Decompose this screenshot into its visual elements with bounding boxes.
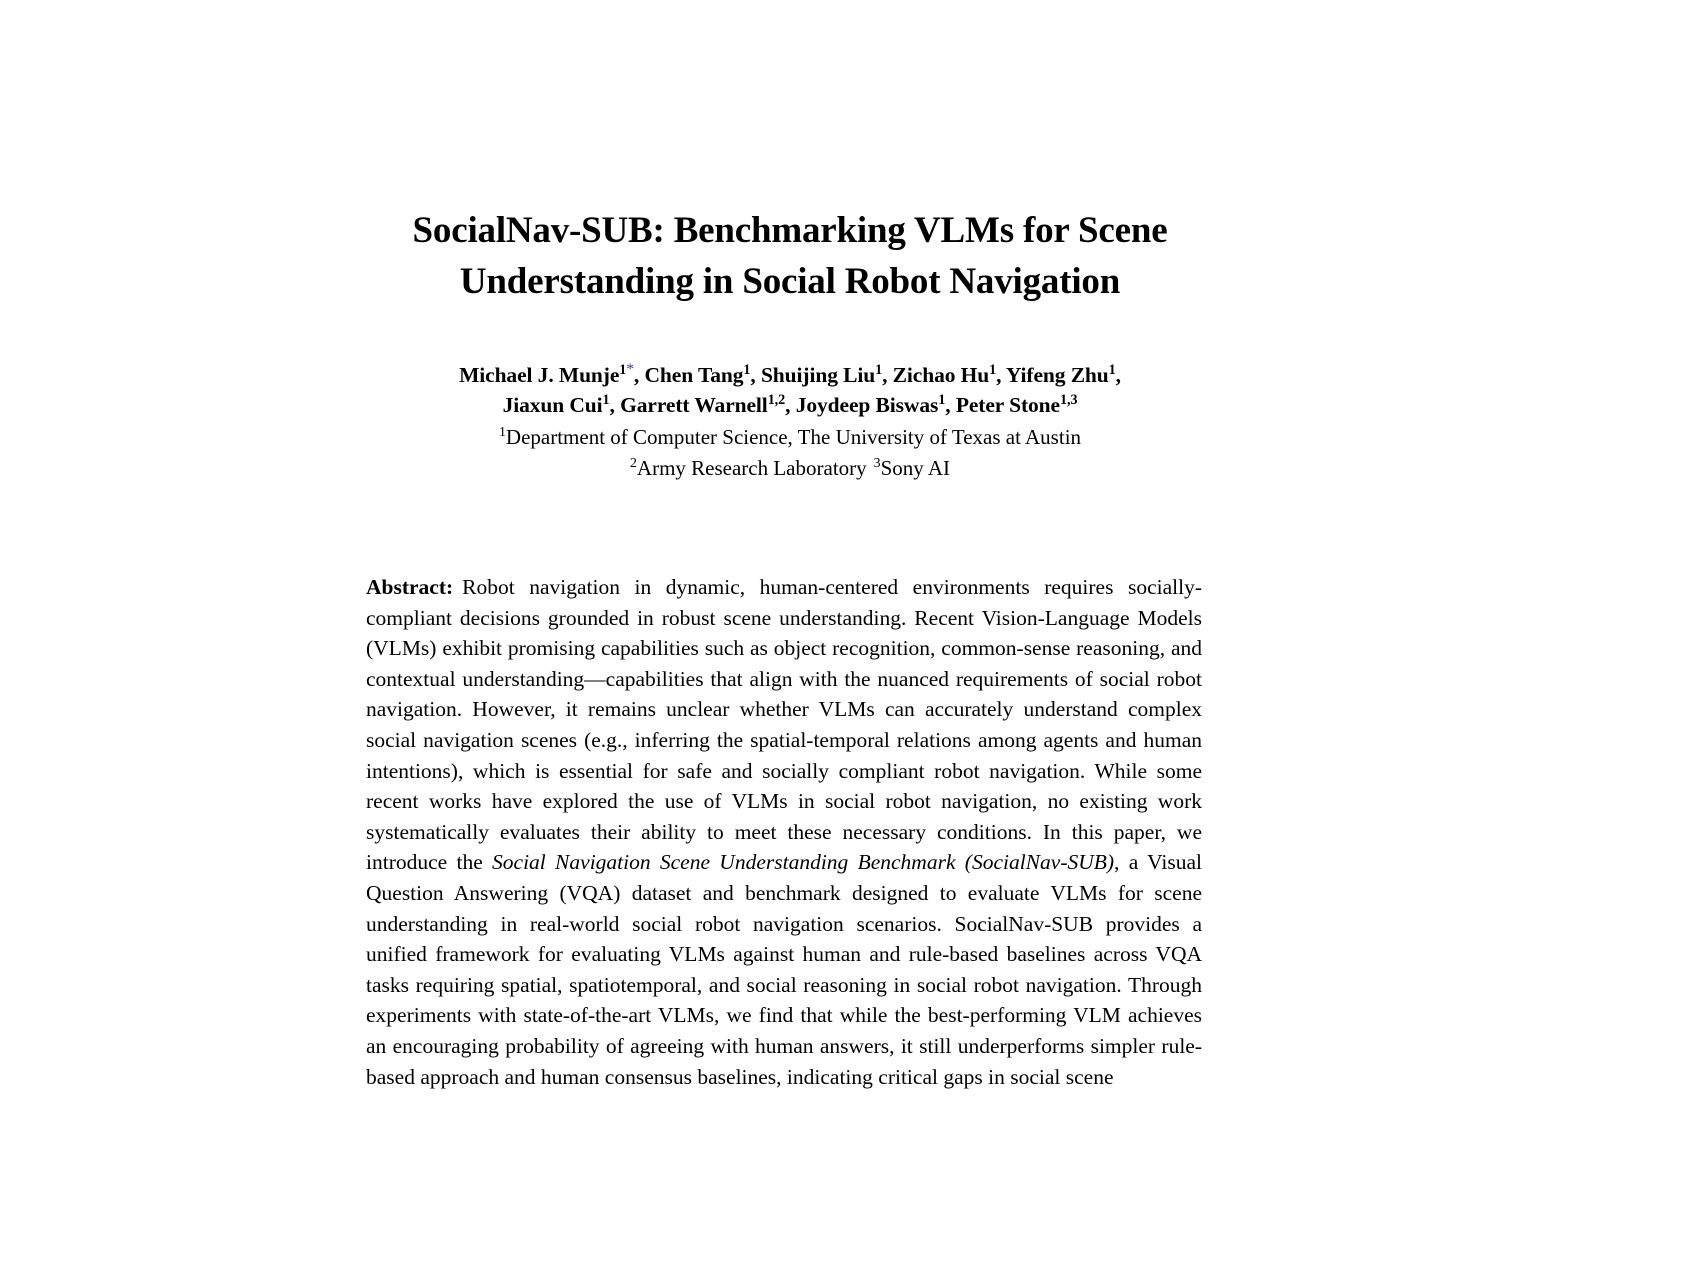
author-line-1: Michael J. Munje$^{1*}$, Chen Tang$^1$, Shuijing Liu$^1$, Zichao Hu$^1$, Yifeng Zhu$^1$,: [459, 360, 1121, 387]
author-affil-marker: 1,3: [1060, 391, 1078, 408]
author-affil-marker: 1: [989, 361, 997, 378]
author-affil-marker: 1: [743, 361, 751, 378]
affiliation-marker: 1: [498, 424, 506, 439]
author-affil-marker: 1: [602, 391, 610, 408]
authors-block: [310, 360, 1270, 420]
author-line-2: Jiaxun Cui$^1$, Garrett Warnell$^{1,2}$, Joydeep Biswas$^1$, Peter Stone$^{1,3}$: [502, 391, 1078, 417]
affiliation-marker: 3: [873, 455, 881, 470]
author-name: Garrett Warnell: [620, 393, 768, 417]
affiliation-line-2: [310, 453, 1270, 484]
author-affil-marker: 1: [938, 391, 946, 408]
author-name: Zichao Hu: [892, 363, 990, 387]
affiliation-line-1: [310, 422, 1270, 453]
paper-title-line-1: SocialNav-SUB: Benchmarking VLMs for Scene: [412, 210, 1168, 251]
author-name: Yifeng Zhu: [1005, 363, 1109, 387]
affiliation-name: Sony AI: [880, 456, 951, 480]
affiliation-marker: 2: [629, 455, 637, 470]
abstract-block: [366, 572, 1202, 1092]
affiliation-name: Army Research Laboratory: [636, 456, 867, 480]
author-name: Chen Tang: [644, 363, 744, 387]
author-name: Peter Stone: [955, 393, 1060, 417]
author-affil-marker: 1: [875, 361, 883, 378]
paper-title: [310, 205, 1270, 307]
paper-title-line-2: Understanding in Social Robot Navigation: [459, 261, 1121, 302]
abstract-text-part-1: Robot navigation in dynamic, human-centered environments requires socially-compliant decisions grounded in robust scene understanding. Recent Vision-Language Models (VLMs) exhibit promising capabilities such as object recognition, common-sense reasoning, and contextual understanding—capabilities that align with the nuanced requirements of social robot navigation. However, it remains unclear whether VLMs can accurately understand complex social navigation scenes (e.g., inferring the spatial-temporal relations among agents and human intentions), which is essential for safe and socially compliant robot navigation. While some recent works have explored the use of VLMs in social robot navigation, no existing work systematically evaluates their ability to meet these necessary conditions. In this paper, we introduce the: [366, 575, 1202, 875]
author-affil-marker: 1: [619, 361, 627, 378]
author-name: Michael J. Munje: [459, 363, 620, 387]
author-affil-marker: 1: [1108, 361, 1116, 378]
title-block: [310, 205, 1270, 307]
abstract-paragraph: [366, 572, 1202, 1092]
corresponding-author-marker: *: [626, 360, 634, 378]
author-affil-marker: 1,2: [767, 391, 786, 408]
abstract-benchmark-name: Social Navigation Scene Understanding Benchmark (SocialNav-SUB): [492, 850, 1115, 875]
affiliation-name: Department of Computer Science, The University of Texas at Austin: [505, 425, 1082, 449]
author-name: Shuijing Liu: [760, 363, 876, 387]
affiliations-block: [310, 422, 1270, 484]
abstract-label: Abstract:: [366, 575, 454, 599]
author-name: Joydeep Biswas: [795, 393, 939, 417]
abstract-text-part-2: , a Visual Question Answering (VQA) dataset and benchmark designed to evaluate VLMs for scene understanding in real-world social robot navigation scenarios. SocialNav-SUB provides a unified framework for evaluating VLMs against human and rule-based baselines across VQA tasks requiring spatial, spatiotemporal, and social reasoning in social robot navigation. Through experiments with state-of-the-art VLMs, we find that while the best-performing VLM achieves an encouraging probability of agreeing with human answers, it still underperforms simpler rule-based approach and human consensus baselines, indicating critical gaps in social scene: [366, 850, 1202, 1089]
author-name: Jiaxun Cui: [502, 393, 603, 417]
